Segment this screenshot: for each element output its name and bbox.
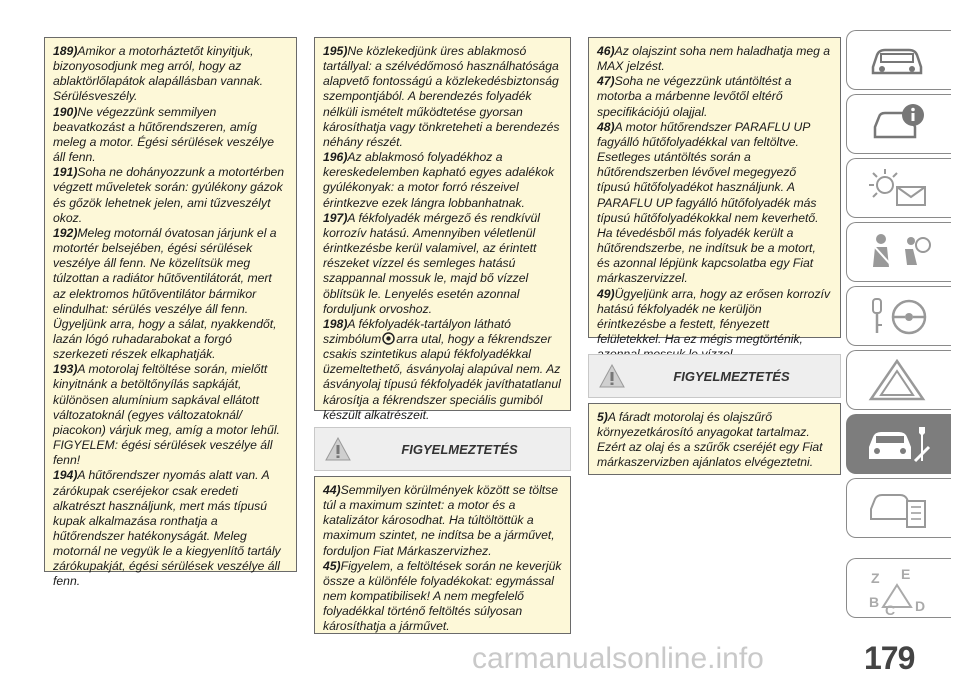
tab-emergency[interactable] bbox=[846, 350, 951, 410]
note-number: 48) bbox=[597, 119, 615, 134]
note-item bbox=[53, 44, 288, 105]
note-item bbox=[323, 211, 562, 317]
tab-dashboard-lights[interactable] bbox=[846, 158, 951, 218]
brake-fluid-symbol-icon bbox=[381, 332, 396, 345]
warning-box-2 bbox=[588, 403, 841, 475]
note-number: 195) bbox=[323, 44, 348, 58]
note-text: Ne végezzünk semmilyen beavatkozást a hűtőrendszeren, amíg meleg a motor. Égési sérülések veszélye áll fenn. bbox=[53, 104, 275, 165]
notes-column-2 bbox=[314, 37, 571, 422]
note-text: A fáradt motorolaj és olajszűrő környezetkárosító anyagokat tartalmaz. Ezért az olaj és a szűrők cseréjét egy Fiat márkaszervizben ajánlatos elvégeztetni. bbox=[597, 410, 823, 470]
note-number: 198) bbox=[323, 316, 348, 331]
tab-specifications[interactable] bbox=[846, 478, 951, 538]
note-item bbox=[323, 150, 562, 211]
note-text: Amikor a motorháztetőt kinyitjuk, bizonyosodjunk meg arról, hogy az ablaktörlőlapátok alapállásban vannak. Sérülésveszély. bbox=[53, 44, 264, 104]
warning-header bbox=[588, 354, 841, 398]
note-list bbox=[597, 44, 832, 362]
note-item bbox=[323, 559, 562, 635]
note-text: Az ablakmosó folyadékhoz a kereskedelemben kapható egyes adalékok gyúlékonyak: a motor forró részeivel érintkezve ezek lángra lobbanhatnak. bbox=[323, 150, 555, 210]
warning-header bbox=[314, 427, 571, 471]
note-number: 194) bbox=[53, 468, 78, 483]
info-icon bbox=[867, 103, 927, 147]
note-item bbox=[597, 74, 832, 119]
car-icon bbox=[867, 39, 927, 79]
note-number: 49) bbox=[597, 286, 615, 301]
note-text: A motorolaj feltöltése során, mielőtt kinyitnánk a betöltőnyílás sapkáját, különösen alumínium sapkával ellátott változatoknál (egyes változatoknál/ piacokon) várjuk meg, amíg a motor lehűl. FIGYELEM: égési sérülések veszélye áll fenn! bbox=[53, 362, 280, 468]
key-steering-icon bbox=[867, 295, 931, 339]
note-text: A motor hűtőrendszer PARAFLU UP fagyálló hűtőfolyadékkal van feltöltve. Esetleges utántöltés során a hűtőrendszerben lévővel megegyező típusú hűtőfolyadékot használjunk. A PARAFLU UP fagyálló hűtőfolyadék más típusú hűtőfolyadékokkal nem keverhető. Ha tévedésből más folyadék került a hűtőrendszerbe, ne indítsuk be a motort, és azonnal lépjünk kapcsolatba egy Fiat márkaszervizzel. bbox=[597, 119, 819, 286]
svg-text:Z: Z bbox=[871, 570, 880, 586]
note-number: 193) bbox=[53, 362, 78, 377]
note-item bbox=[323, 44, 562, 150]
note-text: Meleg motornál óvatosan járjunk el a motortér belsejében, égési sérülések veszélye áll fenn. Ne közelítsük meg túlzottan a radiátor hűtőventilátorát, mert az elektromos hűtőventilátor bármikor elindulhat: sérülés veszélye áll fenn. Ügyeljünk arra, hogy a sálat, nyakkendőt, lazán lógó ruhadarabokat a forgó szerkezeti részek elkaphatják. bbox=[53, 225, 277, 362]
warning-title: FIGYELMEZTETÉS bbox=[401, 441, 518, 457]
note-text: Soha ne dohányozzunk a motortérben végzett műveletek során: gyúlékony gázok és gőzök lehetnek jelen, ami tűzveszélyt okoz. bbox=[53, 165, 285, 225]
note-item bbox=[53, 468, 288, 589]
notes-column-1 bbox=[44, 37, 297, 589]
notes-column-3 bbox=[588, 37, 841, 346]
page-number: 179 bbox=[864, 640, 915, 676]
tab-index[interactable] bbox=[846, 558, 951, 618]
note-item bbox=[597, 120, 832, 287]
note-number: 46) bbox=[597, 44, 615, 58]
note-item bbox=[53, 226, 288, 362]
note-text: Az olajszint soha nem haladhatja meg a MAX jelzést. bbox=[597, 44, 831, 74]
note-text: Ne közlekedjünk üres ablakmosó tartállyal: a szélvédőmosó használhatósága alapvető fontosságú a közlekedésbiztonság szempontjából. A berendezés folyadék nélküli ismételt működtetése gyorsan károsíthatja vagy tönkreteheti a berendezés néhány részét. bbox=[323, 44, 560, 149]
note-number: 191) bbox=[53, 165, 78, 180]
note-text: A fékfolyadék mérgező és rendkívül korrozív hatású. Amennyiben véletlenül érintkezésbe kerül valamivel, az érintett részeket vízzel és semleges hatású szappannal mossuk le, majd bő vízzel öblítsük le. Lenyelés esetén azonnal forduljunk orvoshoz. bbox=[323, 210, 541, 316]
note-number: 189) bbox=[53, 44, 78, 58]
note-number: 47) bbox=[597, 74, 615, 89]
note-text: Semmilyen körülmények között se töltse túl a maximum szintet: a motor és a katalizátor károsodhat. Ha túltöltöttük a maximum szintet, ne indítsa be a járművet, forduljon Fiat Márkaszervizhez. bbox=[323, 483, 559, 558]
warning-title: FIGYELMEZTETÉS bbox=[673, 368, 790, 384]
tab-key-steering[interactable] bbox=[846, 286, 951, 346]
note-text: Ügyeljünk arra, hogy az erősen korrozív hatású fékfolyadék ne kerüljön érintkezésbe a festett, fényezett felületekkel. Ha ez mégis megtörténik, bbox=[597, 286, 831, 346]
note-item bbox=[597, 44, 832, 74]
note-item bbox=[597, 287, 832, 363]
dashboard-lights-icon bbox=[867, 167, 931, 211]
note-number: 44) bbox=[323, 483, 341, 497]
note-number: 192) bbox=[53, 225, 78, 240]
tab-car[interactable] bbox=[846, 30, 951, 90]
note-number: 197) bbox=[323, 210, 348, 225]
svg-text:E: E bbox=[901, 567, 911, 582]
note-item bbox=[597, 410, 832, 471]
note-text: Soha ne végezzünk utántöltést a motorba a márbenne levőtől eltérő specifikációjú olajjal. bbox=[597, 74, 792, 119]
tab-info[interactable] bbox=[846, 94, 951, 154]
index-icon bbox=[867, 567, 931, 617]
note-item bbox=[53, 105, 288, 166]
tab-maintenance[interactable] bbox=[846, 414, 951, 474]
note-item bbox=[53, 362, 288, 468]
svg-text:C: C bbox=[885, 602, 896, 617]
note-item bbox=[323, 483, 562, 559]
seatbelt-airbag-icon bbox=[867, 231, 931, 275]
note-list bbox=[323, 44, 562, 423]
note-number: 45) bbox=[323, 558, 341, 573]
car-wrench-icon bbox=[867, 423, 931, 467]
note-text: A fékfolyadék-tartályon látható szimbólum bbox=[323, 316, 511, 346]
note-item bbox=[323, 317, 562, 423]
note-list bbox=[597, 410, 832, 471]
chapter-tabs bbox=[844, 0, 960, 678]
note-number: 190) bbox=[53, 104, 78, 119]
note-list bbox=[323, 483, 562, 635]
note-number: 5) bbox=[597, 410, 608, 424]
svg-text:D: D bbox=[915, 598, 926, 614]
note-text: arra utal, hogy a fékrendszer csakis szintetikus alapú fékfolyadékkal üzemeltethető, ásványolaj alapúval nem. Az ásványolaj típusú fékfolyadék javíthatatlanul károsítja a fékrendszer speciális gumiból készült alkatrészeit. bbox=[323, 331, 561, 422]
note-item bbox=[53, 165, 288, 226]
note-list bbox=[53, 44, 288, 590]
note-text: Figyelem, a feltöltések során ne keverjük össze a különféle folyadékokat: egymással nem kompatibilisek! A nem megfelelő folyadékkal történő feltöltés súlyosan károsíthatja a járművet. bbox=[323, 558, 562, 634]
watermark: carmanualsonline.info bbox=[472, 642, 764, 675]
spec-sheet-icon bbox=[867, 487, 931, 531]
tab-seatbelt-airbag[interactable] bbox=[846, 222, 951, 282]
warning-box-1 bbox=[314, 476, 571, 634]
note-text: A hűtőrendszer nyomás alatt van. A zárókupak cseréjekor csak eredeti alkatrészt használjunk, mert más típusú kupak alkalmazása ronthatja a hűtőrendszer hatékonyságát. Meleg motornál ne vegyük le a kiegyenlítő tartály zárókupakját, égési sérülések veszélye áll fenn. bbox=[53, 468, 281, 589]
warning-triangle-icon bbox=[867, 359, 931, 403]
svg-text:B: B bbox=[869, 594, 880, 610]
note-number: 196) bbox=[323, 150, 348, 165]
